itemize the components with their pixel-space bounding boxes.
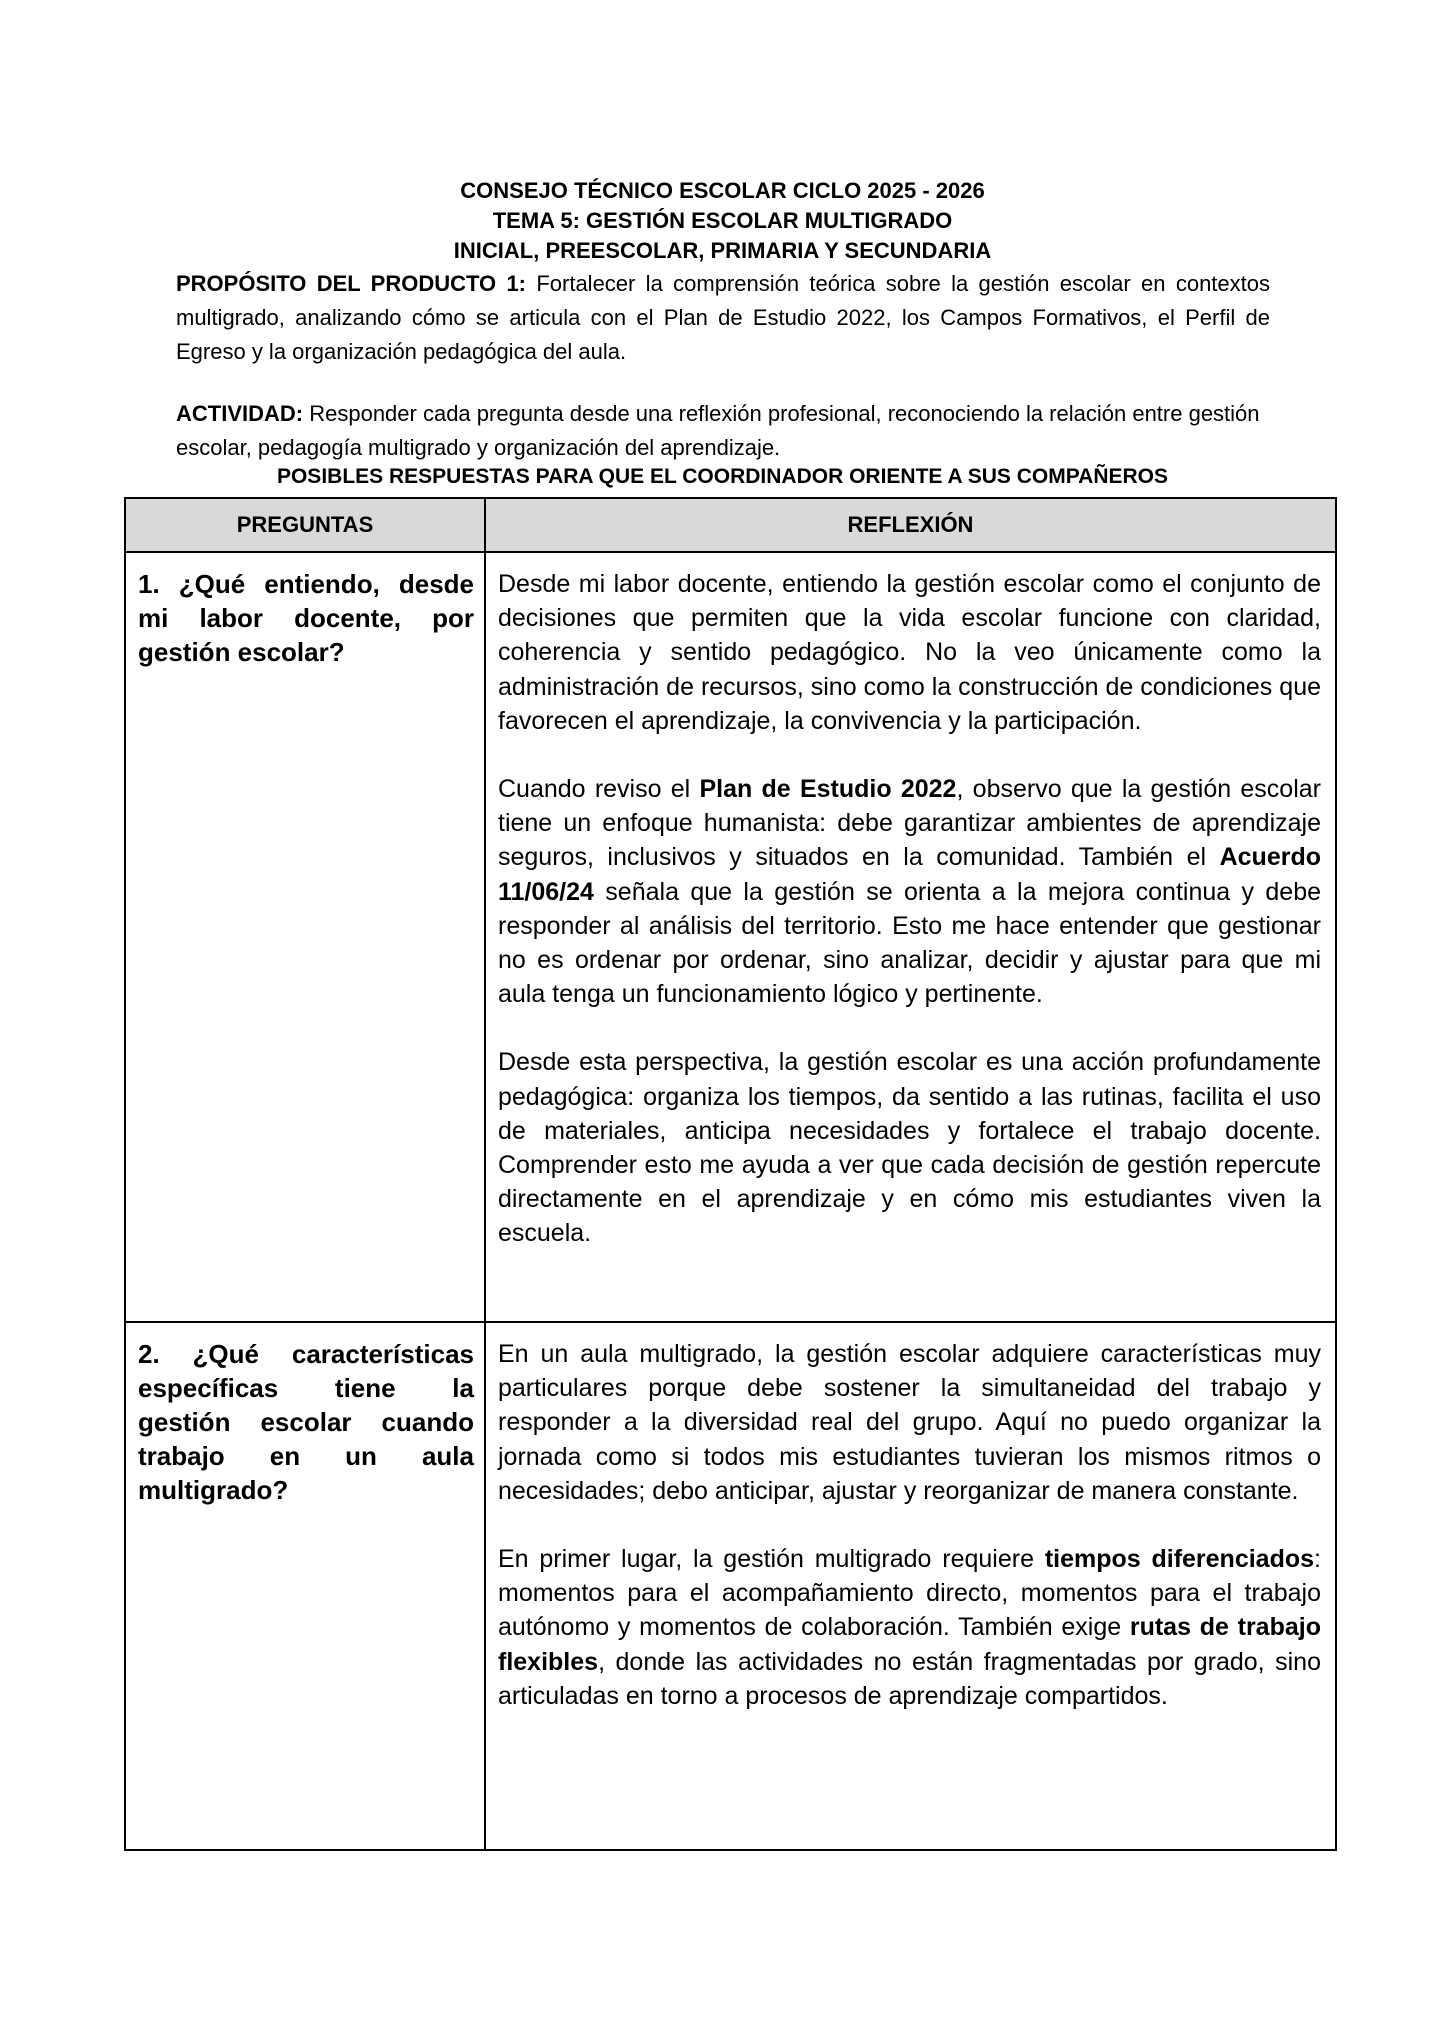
rutas-flexibles-emphasis: rutas de trabajo flexibles (498, 1613, 1321, 1676)
reflection-paragraph: En un aula multigrado, la gestión escolar adquiere características muy particulares porque debe sostener la simultaneidad del trabajo y responder a la diversidad real del grupo. Aquí no puedo organizar la jornada como si todos mis estudiantes tuvieran los mismos ritmos o necesidades; debo anticipar, ajustar y reorganizar de manera constante. (498, 1340, 1321, 1505)
topic-title: TEMA 5: GESTIÓN ESCOLAR MULTIGRADO (492, 208, 953, 233)
document-title: CONSEJO TÉCNICO ESCOLAR CICLO 2025 - 2026 (460, 178, 985, 203)
question-cell: 1. ¿Qué entiendo, desde mi labor docente, por gestión escolar? (125, 552, 485, 1322)
table-row (125, 1322, 1336, 1850)
reflection-cell (485, 1322, 1336, 1850)
purpose-text: Fortalecer la comprensión teórica sobre la gestión escolar en contextos multigrado, analizando cómo se articula con el Plan de Estudio 2022, los Campos Formativos, el Perfil de Egreso y la organización pedagógica del aula. (176, 271, 1270, 364)
possible-answers-title: POSIBLES RESPUESTAS PARA QUE EL COORDINADOR ORIENTE A SUS COMPAÑEROS (276, 465, 1169, 488)
header-reflection: REFLEXIÓN (485, 498, 1336, 552)
reflection-cell (485, 552, 1336, 1322)
activity-label: ACTIVIDAD: (176, 401, 304, 426)
reflection-paragraph: Desde esta perspectiva, la gestión escolar es una acción profundamente pedagógica: organiza los tiempos, da sentido a las rutinas, facilita el uso de materiales, anticipa necesidades y fortalece el trabajo docente. Comprender esto me ayuda a ver que cada decisión de gestión repercute directamente en el aprendizaje y en cómo mis estudiantes viven la escuela. (498, 1048, 1321, 1248)
plan-de-estudio-emphasis: Plan de Estudio 2022 (699, 775, 957, 804)
reflection-table (124, 497, 1337, 1851)
reflection-paragraph: Desde mi labor docente, entiendo la gestión escolar como el conjunto de decisiones que permiten que la vida escolar funcione con claridad, coherencia y sentido pedagógico. No la veo únicamente como la administración de recursos, sino como la construcción de condiciones que favorecen el aprendizaje, la convivencia y la participación. (498, 570, 1321, 735)
activity-paragraph (176, 397, 1270, 465)
purpose-label: PROPÓSITO DEL PRODUCTO 1: (176, 271, 527, 296)
acuerdo-emphasis: Acuerdo 11/06/24 (498, 843, 1321, 906)
activity-text: Responder cada pregunta desde una reflexión profesional, reconociendo la relación entre gestión escolar, pedagogía multigrado y organización del aprendizaje. (176, 401, 1260, 460)
tiempos-diferenciados-emphasis: tiempos diferenciados (1044, 1545, 1315, 1574)
header-questions: PREGUNTAS (125, 498, 485, 552)
reflection-paragraph: Cuando reviso el Plan de Estudio 2022, observo que la gestión escolar tiene un enfoque humanista: debe garantizar ambientes de aprendizaje seguros, inclusivos y situados en la comunidad. También el Acuerdo 11/06/24 señala que la gestión se orienta a la mejora continua y debe responder al análisis del territorio. Esto me hace entender que gestionar no es ordenar por ordenar, sino analizar, decidir y ajustar para que mi aula tenga un funcionamiento lógico y pertinente. (498, 775, 1321, 1009)
purpose-paragraph (176, 267, 1270, 369)
reflection-paragraph: En primer lugar, la gestión multigrado requiere tiempos diferenciados: momentos para el acompañamiento directo, momentos para el trabajo autónomo y momentos de colaboración. También exige rutas de trabajo flexibles, donde las actividades no están fragmentadas por grado, sino articuladas en torno a procesos de aprendizaje compartidos. (498, 1545, 1321, 1710)
question-cell: 2. ¿Qué características específicas tiene la gestión escolar cuando trabajo en un aula multigrado? (125, 1322, 485, 1850)
levels-title: INICIAL, PREESCOLAR, PRIMARIA Y SECUNDARIA (453, 238, 992, 263)
table-row (125, 552, 1336, 1322)
table-header-row (125, 498, 1336, 552)
